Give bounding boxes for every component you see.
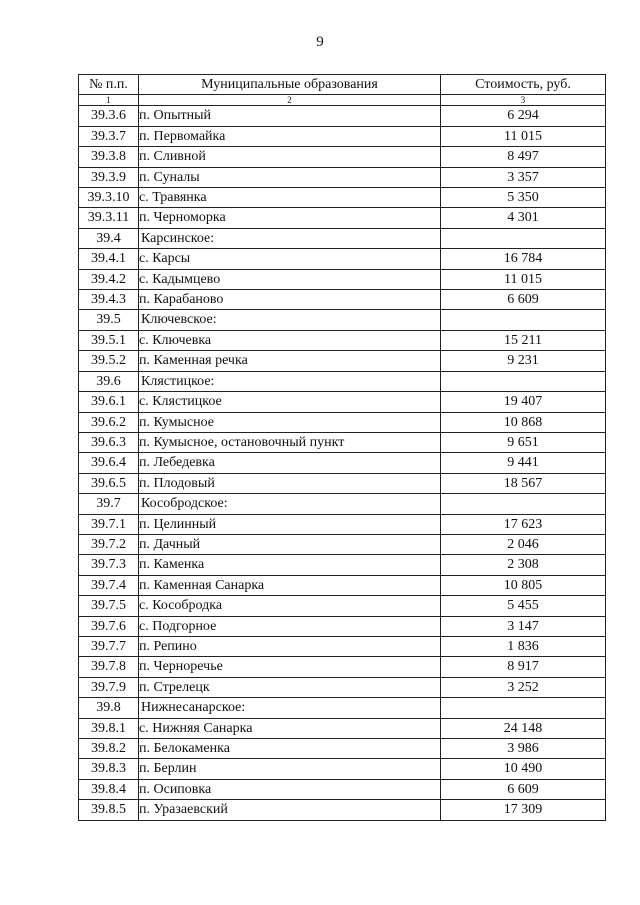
row-municipality: п. Кумысное [139,412,441,432]
row-municipality: п. Уразаевский [139,800,441,820]
row-cost: 10 490 [441,759,606,779]
row-number: 39.8 [79,698,139,718]
table-row [79,208,606,228]
row-cost: 19 407 [441,392,606,412]
row-municipality: с. Клястицкое [139,392,441,412]
row-cost: 9 651 [441,432,606,452]
row-number: 39.4.2 [79,269,139,289]
row-cost: 10 805 [441,575,606,595]
row-cost [441,371,606,391]
row-municipality: Ключевское: [139,310,441,330]
row-municipality: п. Целинный [139,514,441,534]
table-row [79,473,606,493]
table-row [79,616,606,636]
row-number: 39.8.1 [79,718,139,738]
table-row [79,657,606,677]
row-number: 39.4 [79,228,139,248]
row-municipality: п. Каменная речка [139,351,441,371]
row-number: 39.7.2 [79,534,139,554]
table-row [79,351,606,371]
row-number: 39.5.2 [79,351,139,371]
row-number: 39.6.3 [79,432,139,452]
header-cost: Стоимость, руб. [441,75,606,95]
page-number: 9 [316,34,324,50]
table-row [79,269,606,289]
row-cost: 3 357 [441,167,606,187]
row-number: 39.6.4 [79,453,139,473]
row-cost: 18 567 [441,473,606,493]
row-municipality: п. Лебедевка [139,453,441,473]
row-cost: 11 015 [441,269,606,289]
row-cost [441,228,606,248]
row-number: 39.3.8 [79,147,139,167]
header-municipality: Муниципальные образования [139,75,441,95]
row-number: 39.3.9 [79,167,139,187]
table-row [79,739,606,759]
row-number: 39.8.3 [79,759,139,779]
row-municipality: п. Каменная Санарка [139,575,441,595]
table-row [79,126,606,146]
row-municipality: п. Черноморка [139,208,441,228]
row-municipality: п. Суналы [139,167,441,187]
row-municipality: с. Карсы [139,249,441,269]
table-row [79,249,606,269]
row-cost [441,310,606,330]
table-group-row [79,310,606,330]
row-cost: 6 294 [441,106,606,126]
row-cost: 16 784 [441,249,606,269]
cost-table [78,74,606,821]
table-group-row [79,371,606,391]
row-municipality: п. Берлин [139,759,441,779]
table-row [79,188,606,208]
table-row [79,636,606,656]
column-index: 3 [441,95,606,106]
row-cost: 4 301 [441,208,606,228]
row-municipality: с. Кособродка [139,596,441,616]
table-row [79,575,606,595]
table-row [79,779,606,799]
row-cost: 3 252 [441,677,606,697]
header-number: № п.п. [79,75,139,95]
row-municipality: с. Нижняя Санарка [139,718,441,738]
row-municipality: п. Репино [139,636,441,656]
row-cost: 5 455 [441,596,606,616]
row-number: 39.7.8 [79,657,139,677]
row-number: 39.5.1 [79,330,139,350]
row-cost: 9 441 [441,453,606,473]
row-number: 39.7.7 [79,636,139,656]
row-number: 39.3.7 [79,126,139,146]
row-cost: 17 309 [441,800,606,820]
row-municipality: п. Кумысное, остановочный пункт [139,432,441,452]
table-row [79,330,606,350]
row-cost: 15 211 [441,330,606,350]
row-number: 39.6.2 [79,412,139,432]
table-header-row [79,75,606,95]
row-number: 39.7 [79,494,139,514]
row-municipality: Карсинское: [139,228,441,248]
row-municipality: с. Ключевка [139,330,441,350]
table-row [79,290,606,310]
table-row [79,596,606,616]
row-number: 39.7.1 [79,514,139,534]
row-number: 39.4.1 [79,249,139,269]
row-municipality: Кособродское: [139,494,441,514]
row-municipality: с. Подгорное [139,616,441,636]
row-number: 39.8.5 [79,800,139,820]
table-group-row [79,228,606,248]
row-cost: 24 148 [441,718,606,738]
row-number: 39.6 [79,371,139,391]
row-number: 39.7.4 [79,575,139,595]
row-number: 39.7.5 [79,596,139,616]
table-row [79,677,606,697]
table-row [79,432,606,452]
column-index: 2 [139,95,441,106]
table-row [79,453,606,473]
row-cost: 11 015 [441,126,606,146]
table-row [79,167,606,187]
row-municipality: п. Сливной [139,147,441,167]
column-index-row [79,95,606,106]
row-cost: 8 497 [441,147,606,167]
row-cost: 6 609 [441,290,606,310]
row-cost: 17 623 [441,514,606,534]
row-number: 39.7.9 [79,677,139,697]
table-group-row [79,494,606,514]
row-cost: 6 609 [441,779,606,799]
row-municipality: п. Белокаменка [139,739,441,759]
row-number: 39.7.6 [79,616,139,636]
table-row [79,534,606,554]
row-cost: 3 147 [441,616,606,636]
row-cost: 2 308 [441,555,606,575]
table-row [79,718,606,738]
row-number: 39.3.11 [79,208,139,228]
row-municipality: п. Черноречье [139,657,441,677]
row-cost: 8 917 [441,657,606,677]
row-cost [441,698,606,718]
row-number: 39.8.4 [79,779,139,799]
row-municipality: п. Карабаново [139,290,441,310]
row-municipality: п. Опытный [139,106,441,126]
table-body [79,106,606,820]
row-cost: 9 231 [441,351,606,371]
row-number: 39.4.3 [79,290,139,310]
row-municipality: п. Первомайка [139,126,441,146]
row-municipality: п. Осиповка [139,779,441,799]
row-municipality: с. Кадымцево [139,269,441,289]
row-cost: 3 986 [441,739,606,759]
row-municipality: Клястицкое: [139,371,441,391]
row-number: 39.8.2 [79,739,139,759]
row-municipality: Нижнесанарское: [139,698,441,718]
table-row [79,412,606,432]
table-row [79,392,606,412]
table-group-row [79,698,606,718]
row-cost: 10 868 [441,412,606,432]
row-municipality: п. Каменка [139,555,441,575]
row-cost [441,494,606,514]
row-municipality: п. Дачный [139,534,441,554]
row-cost: 5 350 [441,188,606,208]
table-row [79,759,606,779]
row-number: 39.7.3 [79,555,139,575]
row-number: 39.6.1 [79,392,139,412]
table-row [79,555,606,575]
table-row [79,800,606,820]
row-municipality: с. Травянка [139,188,441,208]
table-row [79,514,606,534]
row-municipality: п. Стрелецк [139,677,441,697]
row-cost: 2 046 [441,534,606,554]
row-number: 39.3.6 [79,106,139,126]
table-row [79,106,606,126]
row-cost: 1 836 [441,636,606,656]
column-index: 1 [79,95,139,106]
row-number: 39.6.5 [79,473,139,493]
table-row [79,147,606,167]
row-number: 39.3.10 [79,188,139,208]
row-municipality: п. Плодовый [139,473,441,493]
row-number: 39.5 [79,310,139,330]
